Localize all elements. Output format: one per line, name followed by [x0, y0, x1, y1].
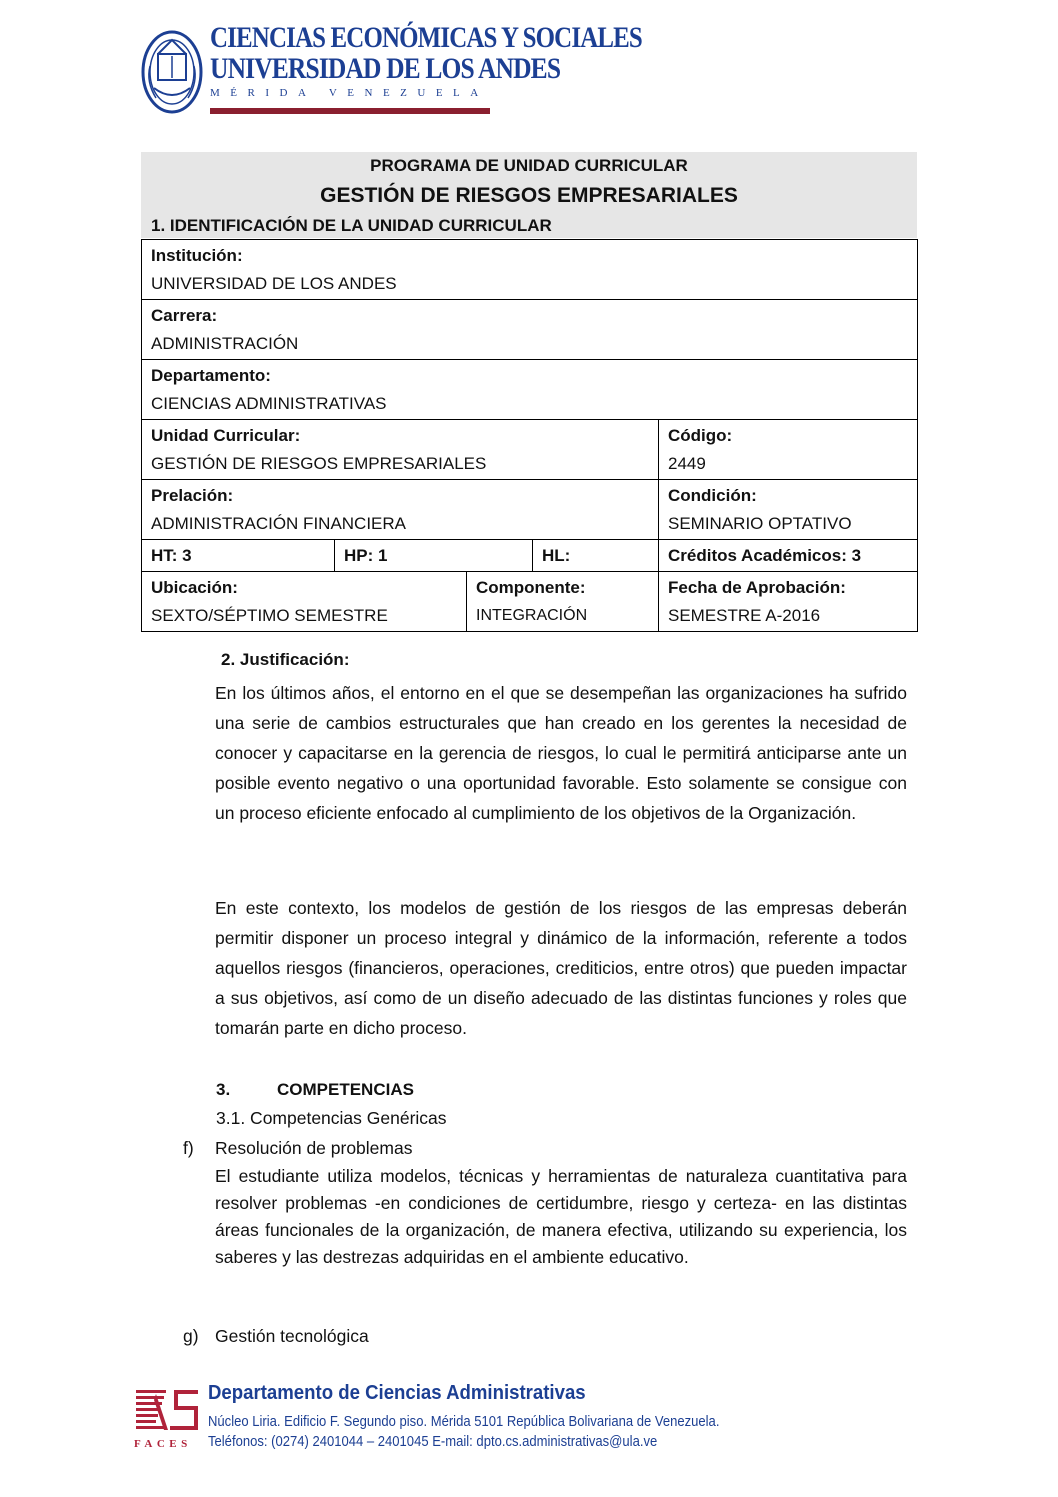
footer-address: Núcleo Liria. Edificio F. Segundo piso. Mérida 5101 República Bolivariana de Venezuela.	[208, 1414, 720, 1430]
creditos-label: Créditos Académicos: 3	[668, 546, 862, 565]
title-band	[141, 152, 917, 238]
carrera-label: Carrera:	[151, 306, 218, 325]
competencias-genericas-subheading: 3.1. Competencias Genéricas	[216, 1108, 447, 1128]
table-row	[142, 300, 918, 360]
departamento-label: Departamento:	[151, 366, 271, 385]
competencia-f-title: Resolución de problemas	[215, 1138, 413, 1158]
unidad-cell	[142, 420, 659, 480]
header-location: MÉRIDA VENEZUELA	[210, 87, 489, 99]
codigo-value: 2449	[668, 454, 706, 473]
institucion-cell	[142, 240, 918, 300]
codigo-cell	[659, 420, 918, 480]
condicion-cell	[659, 480, 918, 540]
competencia-g-title: Gestión tecnológica	[215, 1326, 369, 1346]
unidad-label: Unidad Curricular:	[151, 426, 301, 445]
hl-cell	[533, 540, 659, 572]
componente-cell	[467, 572, 659, 632]
section-1-heading: 1. IDENTIFICACIÓN DE LA UNIDAD CURRICULAR	[151, 216, 552, 235]
justificacion-heading: 2. Justificación:	[221, 650, 350, 669]
department-footer	[134, 1382, 734, 1456]
identification-table	[141, 239, 918, 632]
header-faculty-name: CIENCIAS ECONÓMICAS Y SOCIALES	[210, 21, 642, 54]
fecha-cell	[659, 572, 918, 632]
competencias-number: 3.	[216, 1080, 231, 1099]
condicion-label: Condición:	[668, 486, 757, 505]
table-row	[142, 540, 918, 572]
creditos-cell	[659, 540, 918, 572]
componente-value: INTEGRACIÓN	[476, 607, 588, 624]
university-header	[140, 21, 642, 118]
list-marker-f: f)	[183, 1138, 194, 1158]
hp-label: HP: 1	[344, 546, 388, 565]
program-title: PROGRAMA DE UNIDAD CURRICULAR	[370, 156, 688, 175]
header-university-name: UNIVERSIDAD DE LOS ANDES	[210, 52, 561, 85]
table-row	[142, 420, 918, 480]
prelacion-cell	[142, 480, 659, 540]
footer-contact: Teléfonos: (0274) 2401044 – 2401045 E-mail: dpto.cs.administrativas@ula.ve	[208, 1434, 658, 1450]
table-row	[142, 572, 918, 632]
justificacion-paragraph-2: En este contexto, los modelos de gestión de los riesgos de las empresas deberán permitir disponer un proceso integral y dinámico de la información, referente a todos aquellos riesgos (financieros, operaciones, crediticios, entre otros) que pueden impactar a sus objetivos, así como de un diseño adecuado de las distintas funciones y roles que tomarán parte en dicho proceso.	[215, 898, 907, 1038]
list-marker-g: g)	[183, 1326, 199, 1346]
justificacion-paragraph-1: En los últimos años, el entorno en el que se desempeñan las organizaciones ha sufrido una serie de cambios estructurales que han creado en los gerentes la necesidad de conocer y capacitarse en la gerencia de riesgos, lo cual le permitirá anticiparse ante un posible evento negativo o una oportunidad favorable. Esto solamente se consigue con un proceso eficiente enfocado al cumplimiento de los objetivos de la Organización.	[215, 683, 907, 823]
ht-label: HT: 3	[151, 546, 192, 565]
institucion-label: Institución:	[151, 246, 243, 265]
institucion-value: UNIVERSIDAD DE LOS ANDES	[151, 274, 397, 293]
condicion-value: SEMINARIO OPTATIVO	[668, 514, 852, 533]
departamento-value: CIENCIAS ADMINISTRATIVAS	[151, 394, 387, 413]
fecha-label: Fecha de Aprobación:	[668, 578, 846, 597]
ht-cell	[142, 540, 335, 572]
prelacion-label: Prelación:	[151, 486, 234, 505]
ubicacion-label: Ubicación:	[151, 578, 238, 597]
ubicacion-cell	[142, 572, 467, 632]
hp-cell	[335, 540, 533, 572]
competencia-f-description: El estudiante utiliza modelos, técnicas y herramientas de naturaleza cuantitativa para resolver problemas -en condiciones de certidumbre, riesgo y certeza- en las distintas áreas funcionales de la organización, de manera efectiva, utilizando su experiencia, los saberes y las destrezas adquiridas en el ambiente educativo.	[215, 1166, 907, 1267]
codigo-label: Código:	[668, 426, 733, 445]
carrera-value: ADMINISTRACIÓN	[151, 334, 299, 353]
prelacion-value: ADMINISTRACIÓN FINANCIERA	[151, 514, 407, 533]
university-seal-icon	[140, 26, 204, 116]
header-divider	[210, 108, 490, 114]
course-title: GESTIÓN DE RIESGOS EMPRESARIALES	[320, 184, 738, 207]
faces-label: FACES	[134, 1438, 192, 1450]
departamento-cell	[142, 360, 918, 420]
carrera-cell	[142, 300, 918, 360]
unidad-value: GESTIÓN DE RIESGOS EMPRESARIALES	[151, 454, 487, 473]
fecha-value: SEMESTRE A-2016	[668, 606, 821, 625]
componente-label: Componente:	[476, 578, 586, 597]
table-row	[142, 240, 918, 300]
table-row	[142, 360, 918, 420]
hl-label: HL:	[542, 546, 571, 565]
ubicacion-value: SEXTO/SÉPTIMO SEMESTRE	[151, 606, 388, 625]
footer-department-name: Departamento de Ciencias Administrativas	[208, 1382, 586, 1404]
competencias-heading: COMPETENCIAS	[277, 1080, 414, 1099]
table-row	[142, 480, 918, 540]
